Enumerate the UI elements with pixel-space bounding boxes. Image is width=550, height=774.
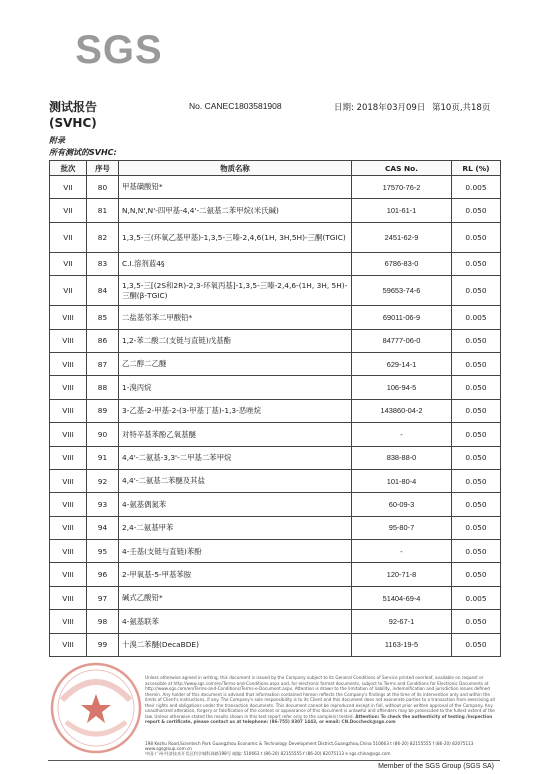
cell-substance-name: 1,3,5-三(环氧乙基甲基)-1,3,5-三嗪-2,4,6(1H, 3H,5H)-三酮(TGIC) bbox=[119, 222, 352, 252]
cell-no: 90 bbox=[87, 423, 119, 446]
cell-substance-name: 1-溴丙烷 bbox=[119, 376, 352, 399]
cell-batch: VIII bbox=[50, 352, 87, 375]
cell-no: 87 bbox=[87, 352, 119, 375]
cell-no: 95 bbox=[87, 540, 119, 563]
table-row bbox=[50, 586, 501, 609]
appendix-label: 附录 bbox=[49, 136, 65, 145]
cell-substance-name: 1,3,5-三[(2S和2R)-2,3-环氧丙基]-1,3,5-三嗪-2,4,6-(1H, 3H, 5H)-三酮(β-TGIC) bbox=[119, 276, 352, 306]
cell-batch: VIII bbox=[50, 563, 87, 586]
cell-substance-name: 碱式乙酸铅* bbox=[119, 586, 352, 609]
cell-cas-number: 101-80-4 bbox=[352, 469, 452, 492]
company-seal bbox=[48, 660, 144, 756]
table-header-row bbox=[50, 161, 501, 176]
table-row bbox=[50, 199, 501, 222]
cell-cas-number: 838-88-0 bbox=[352, 446, 452, 469]
cell-substance-name: C.I.溶剂蓝4§ bbox=[119, 252, 352, 275]
cell-batch: VII bbox=[50, 276, 87, 306]
cell-cas-number: 51404-69-4 bbox=[352, 586, 452, 609]
footer-divider bbox=[48, 760, 500, 761]
cell-substance-name: 4-氨基联苯 bbox=[119, 610, 352, 633]
cell-no: 97 bbox=[87, 586, 119, 609]
cell-rl: 0.050 bbox=[452, 446, 501, 469]
cell-substance-name: 十溴二苯醚(DecaBDE) bbox=[119, 633, 352, 656]
cell-substance-name: 甲基磺酸铅* bbox=[119, 176, 352, 199]
table-row bbox=[50, 352, 501, 375]
table-row bbox=[50, 376, 501, 399]
sgs-member-note: Member of the SGS Group (SGS SA) bbox=[378, 763, 494, 770]
cell-rl: 0.005 bbox=[452, 586, 501, 609]
cell-batch: VIII bbox=[50, 516, 87, 539]
cell-cas-number: 69011-06-9 bbox=[352, 306, 452, 329]
cell-cas-number: - bbox=[352, 540, 452, 563]
cell-rl: 0.050 bbox=[452, 329, 501, 352]
cell-batch: VIII bbox=[50, 493, 87, 516]
cell-substance-name: 对特辛基苯酚乙氧基醚 bbox=[119, 423, 352, 446]
cell-batch: VII bbox=[50, 222, 87, 252]
table-row bbox=[50, 446, 501, 469]
cell-cas-number: 92-67-1 bbox=[352, 610, 452, 633]
header-no: 序号 bbox=[87, 161, 119, 176]
cell-substance-name: 1,2-苯二酸二(支链与直链)戊基酯 bbox=[119, 329, 352, 352]
cell-cas-number: - bbox=[352, 423, 452, 446]
cell-no: 96 bbox=[87, 563, 119, 586]
cell-no: 82 bbox=[87, 222, 119, 252]
cell-batch: VIII bbox=[50, 446, 87, 469]
cell-batch: VIII bbox=[50, 633, 87, 656]
cell-cas-number: 17570-76-2 bbox=[352, 176, 452, 199]
cell-rl: 0.050 bbox=[452, 352, 501, 375]
cell-rl: 0.050 bbox=[452, 423, 501, 446]
cell-no: 89 bbox=[87, 399, 119, 422]
report-title: 测试报告 bbox=[49, 100, 98, 114]
cell-cas-number: 2451-62-9 bbox=[352, 222, 452, 252]
footer-address-cn: 中国·广州·经济技术开发区科学城科珠路198号 邮编: 510663 t (86-20) 82155555 f (86-20) 82075113 e sgs.china@sgs.com bbox=[145, 751, 391, 756]
cell-cas-number: 6786-83-0 bbox=[352, 252, 452, 275]
cell-no: 98 bbox=[87, 610, 119, 633]
sgs-logo: SGS bbox=[75, 27, 163, 72]
cell-batch: VIII bbox=[50, 399, 87, 422]
cell-rl: 0.050 bbox=[452, 199, 501, 222]
cell-cas-number: 84777-06-0 bbox=[352, 329, 452, 352]
cell-rl: 0.050 bbox=[452, 610, 501, 633]
cell-no: 94 bbox=[87, 516, 119, 539]
table-row bbox=[50, 252, 501, 275]
cell-substance-name: 4,4'-二氨基二苯醚及其盐 bbox=[119, 469, 352, 492]
cell-cas-number: 106-94-5 bbox=[352, 376, 452, 399]
header-cas: CAS No. bbox=[352, 161, 452, 176]
report-number: No. CANEC1803581908 bbox=[189, 101, 282, 111]
cell-substance-name: 4-壬基(支链与直链)苯酚 bbox=[119, 540, 352, 563]
cell-no: 99 bbox=[87, 633, 119, 656]
report-date: 日期: 2018年03月09日 bbox=[334, 103, 426, 113]
cell-substance-name: 4-氨基偶氮苯 bbox=[119, 493, 352, 516]
cell-no: 81 bbox=[87, 199, 119, 222]
cell-no: 80 bbox=[87, 176, 119, 199]
cell-rl: 0.050 bbox=[452, 493, 501, 516]
cell-batch: VIII bbox=[50, 610, 87, 633]
cell-rl: 0.050 bbox=[452, 276, 501, 306]
table-row bbox=[50, 399, 501, 422]
cell-rl: 0.050 bbox=[452, 469, 501, 492]
cell-cas-number: 60-09-3 bbox=[352, 493, 452, 516]
cell-rl: 0.005 bbox=[452, 306, 501, 329]
cell-substance-name: N,N,N',N'-四甲基-4,4'-二氨基二苯甲烷(米氏碱) bbox=[119, 199, 352, 222]
cell-no: 92 bbox=[87, 469, 119, 492]
svhc-table bbox=[49, 160, 501, 657]
cell-batch: VIII bbox=[50, 306, 87, 329]
footer-address-en: 198 Kezhu Road,Scientech Park Guangzhou Economic & Technology Development District,Guangzhou,China 510663 t (86-20) 82155555 f (86-20) 82075113 www.sgsgroup.com.cn bbox=[145, 741, 474, 751]
cell-batch: VIII bbox=[50, 376, 87, 399]
cell-rl: 0.050 bbox=[452, 633, 501, 656]
cell-cas-number: 101-61-1 bbox=[352, 199, 452, 222]
cell-rl: 0.050 bbox=[452, 252, 501, 275]
cell-no: 85 bbox=[87, 306, 119, 329]
footer-disclaimer bbox=[145, 675, 497, 725]
cell-rl: 0.005 bbox=[452, 176, 501, 199]
cell-no: 88 bbox=[87, 376, 119, 399]
cell-batch: VII bbox=[50, 199, 87, 222]
cell-cas-number: 95-80-7 bbox=[352, 516, 452, 539]
cell-no: 83 bbox=[87, 252, 119, 275]
table-row bbox=[50, 563, 501, 586]
cell-batch: VIII bbox=[50, 540, 87, 563]
attention-text: Attention: To check the authenticity of testing /inspection report & certificate, please contact us at telephone: (86-755) 8307 1443, or email: CN.Doccheck@sgs.com bbox=[145, 713, 493, 724]
cell-batch: VII bbox=[50, 252, 87, 275]
cell-batch: VIII bbox=[50, 423, 87, 446]
cell-no: 91 bbox=[87, 446, 119, 469]
table-row bbox=[50, 516, 501, 539]
table-row bbox=[50, 493, 501, 516]
cell-cas-number: 1163-19-5 bbox=[352, 633, 452, 656]
cell-rl: 0.050 bbox=[452, 563, 501, 586]
cell-substance-name: 2-甲氧基-5-甲基苯胺 bbox=[119, 563, 352, 586]
cell-rl: 0.050 bbox=[452, 376, 501, 399]
cell-cas-number: 120-71-8 bbox=[352, 563, 452, 586]
table-row bbox=[50, 222, 501, 252]
table-row bbox=[50, 633, 501, 656]
header-batch: 批次 bbox=[50, 161, 87, 176]
table-row bbox=[50, 610, 501, 633]
table-row bbox=[50, 329, 501, 352]
page-indicator: 第10页,共18页 bbox=[432, 103, 491, 113]
cell-batch: VIII bbox=[50, 329, 87, 352]
tested-svhc-label: 所有测试的SVHC: bbox=[49, 148, 117, 157]
cell-rl: 0.050 bbox=[452, 540, 501, 563]
table-row bbox=[50, 423, 501, 446]
table-row bbox=[50, 469, 501, 492]
table-row bbox=[50, 276, 501, 306]
table-row bbox=[50, 540, 501, 563]
cell-cas-number: 143860-04-2 bbox=[352, 399, 452, 422]
cell-batch: VIII bbox=[50, 469, 87, 492]
cell-batch: VIII bbox=[50, 586, 87, 609]
cell-no: 93 bbox=[87, 493, 119, 516]
table-row bbox=[50, 306, 501, 329]
cell-cas-number: 59653-74-6 bbox=[352, 276, 452, 306]
cell-substance-name: 乙二醇二乙醚 bbox=[119, 352, 352, 375]
cell-cas-number: 629-14-1 bbox=[352, 352, 452, 375]
cell-rl: 0.050 bbox=[452, 516, 501, 539]
cell-substance-name: 3-乙基-2-甲基-2-(3-甲基丁基)-1,3-恶唑烷 bbox=[119, 399, 352, 422]
cell-substance-name: 4,4'-二氨基-3,3'-二甲基二苯甲烷 bbox=[119, 446, 352, 469]
cell-batch: VII bbox=[50, 176, 87, 199]
cell-rl: 0.050 bbox=[452, 222, 501, 252]
table-row bbox=[50, 176, 501, 199]
cell-no: 86 bbox=[87, 329, 119, 352]
cell-rl: 0.050 bbox=[452, 399, 501, 422]
cell-substance-name: 二盐基邻苯二甲酸铅* bbox=[119, 306, 352, 329]
report-subtitle: (SVHC) bbox=[49, 116, 97, 130]
header-substance: 物质名称 bbox=[119, 161, 352, 176]
header-rl: RL (%) bbox=[452, 161, 501, 176]
cell-no: 84 bbox=[87, 276, 119, 306]
cell-substance-name: 2,4-二氨基甲苯 bbox=[119, 516, 352, 539]
disclaimer-text: Unless otherwise agreed in writing, this document is issued by the Company subject to its General Conditions of Service printed overleaf, available on request or accessible at http://www.sgs.com/en/Terms-and-Conditions.aspx and, for electronic format documents, subject to Terms and Conditions for Electronic Documents at http://www.sgs.com/en/Terms-and-Conditions/Terms-e-Document.aspx. Attention is drawn to the limitation of liability, indemnification and jurisdiction issues defined therein. Any holder of this document is advised that information contained hereon reflects the Company's findings at the time of its intervention only and within the limits of Client's instructions, if any. The Company's sole responsibility is to its Client and this document does not exonerate parties to a transaction from exercising all their rights and obligations under the transaction documents. This document cannot be reproduced except in full, without prior written approval of the Company. Any unauthorized alteration, forgery or falsification of the content or appearance of this document is unlawful and offenders may be prosecuted to the fullest extent of the law. Unless otherwise stated the results shown in this test report refer only to the sample(s) tested. bbox=[145, 675, 495, 719]
